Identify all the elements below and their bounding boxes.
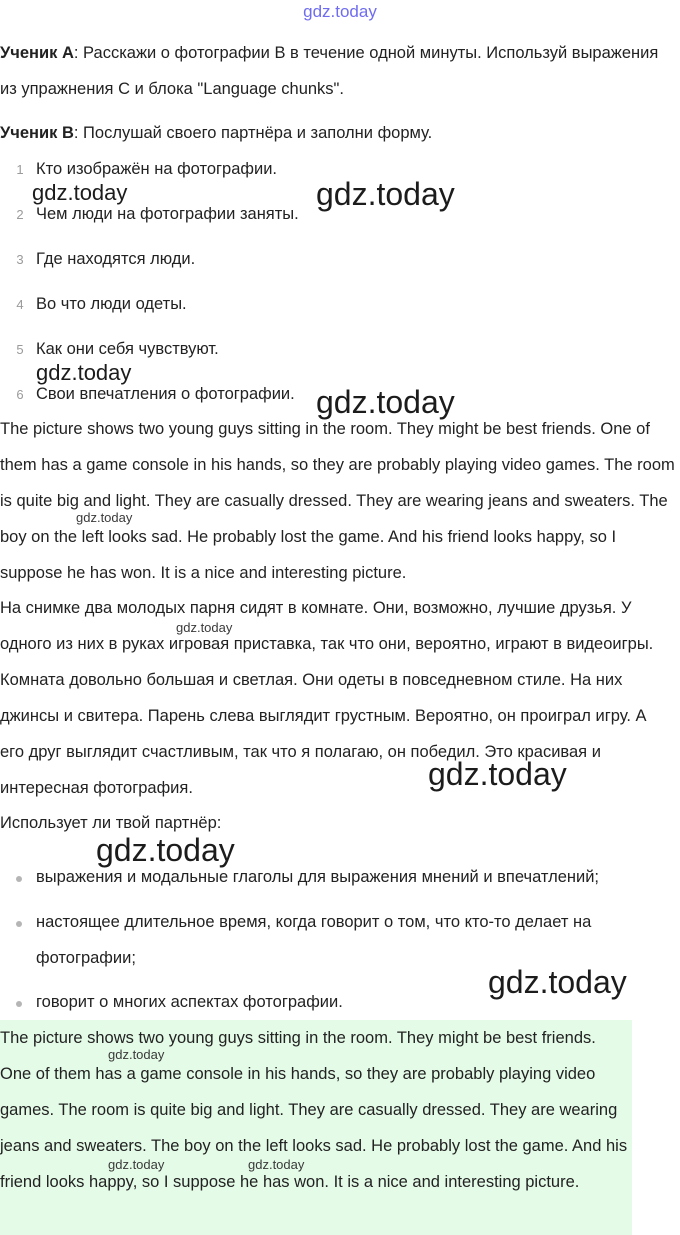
watermark: gdz.today: [108, 1047, 165, 1062]
student-b-text: : Послушай своего партнёра и заполни форму.: [73, 124, 433, 142]
answer-english: The picture shows two young guys sitting in the room. They might be best friends. One of them has a game console in his hands, so they are probably playing video games. The room is quite big and light. They are casually dressed. They are wearing jeans and sweaters. The boy on the left looks sad. He probably lost the game. And his friend looks happy, so I suppose he has won. It is a nice and interesting picture.: [0, 420, 675, 582]
watermark: gdz.today: [176, 620, 233, 635]
checklist-item: говорит о многих аспектах фотографии.: [36, 993, 343, 1011]
student-a-task: [0, 35, 675, 107]
watermark: gdz.today: [316, 384, 455, 420]
student-b-task: [0, 115, 675, 151]
question-number: 2: [16, 207, 24, 222]
checklist-item: выражения и модальные глаголы для выражения мнений и впечатлений;: [36, 868, 600, 886]
watermark: gdz.today: [96, 832, 235, 868]
highlighted-answer-box: [0, 1020, 632, 1235]
watermark: gdz.today: [32, 180, 128, 205]
watermark: gdz.today: [76, 510, 133, 525]
question-text: Свои впечатления о фотографии.: [36, 385, 295, 403]
question-text: Кто изображён на фотографии.: [36, 160, 278, 178]
question-number: 3: [16, 252, 24, 267]
bullet-icon: [16, 1001, 22, 1007]
watermark: gdz.today: [428, 756, 567, 792]
header-site-link[interactable]: gdz.today: [303, 2, 377, 21]
question-number: 6: [16, 387, 24, 402]
highlighted-answer: The picture shows two young guys sitting in the room. They might be best friends. One of them has a game console in his hands, so they are probably playing video games. The room is quite big and light. They are casually dressed. They are wearing jeans and sweaters. The boy on the left looks sad. He probably lost the game. And his friend looks happy, so I suppose he has won. It is a nice and interesting picture.: [0, 1029, 628, 1191]
student-b-label: Ученик В: [0, 124, 74, 142]
question-text: Как они себя чувствуют.: [36, 340, 219, 358]
question-text: Где находятся люди.: [36, 250, 196, 268]
question-text: Во что люди одеты.: [36, 295, 187, 313]
checklist-title: Использует ли твой партнёр:: [0, 814, 222, 832]
answer-russian: На снимке два молодых парня сидят в комнате. Они, возможно, лучшие друзья. У одного из них в руках игровая приставка, так что они, вероятно, играют в видеоигры. Комната довольно большая и светлая. Они одеты в повседневном стиле. На них джинсы и свитера. Парень слева выглядит грустным. Вероятно, он проиграл игру. А его друг выглядит счастливым, так что я полагаю, он победил. Это красивая и интересная фотография.: [0, 599, 654, 797]
bullet-icon: [16, 876, 22, 882]
question-number: 5: [16, 342, 24, 357]
watermark: gdz.today: [488, 964, 627, 1000]
student-a-text: : Расскажи о фотографии В в течение одной минуты. Используй выражения из упражнения С и блока "Language chunks".: [0, 44, 659, 98]
question-number: 4: [16, 297, 24, 312]
watermark: gdz.today: [108, 1157, 165, 1172]
watermark: gdz.today: [248, 1157, 305, 1172]
bullet-icon: [16, 921, 22, 927]
student-a-label: Ученик А: [0, 44, 74, 62]
checklist-item: настоящее длительное время, когда говорит о том, что кто-то делает на фотографии;: [36, 913, 592, 967]
question-text: Чем люди на фотографии заняты.: [36, 205, 299, 223]
watermark: gdz.today: [316, 176, 455, 212]
question-number: 1: [16, 162, 24, 177]
watermark: gdz.today: [36, 360, 132, 385]
